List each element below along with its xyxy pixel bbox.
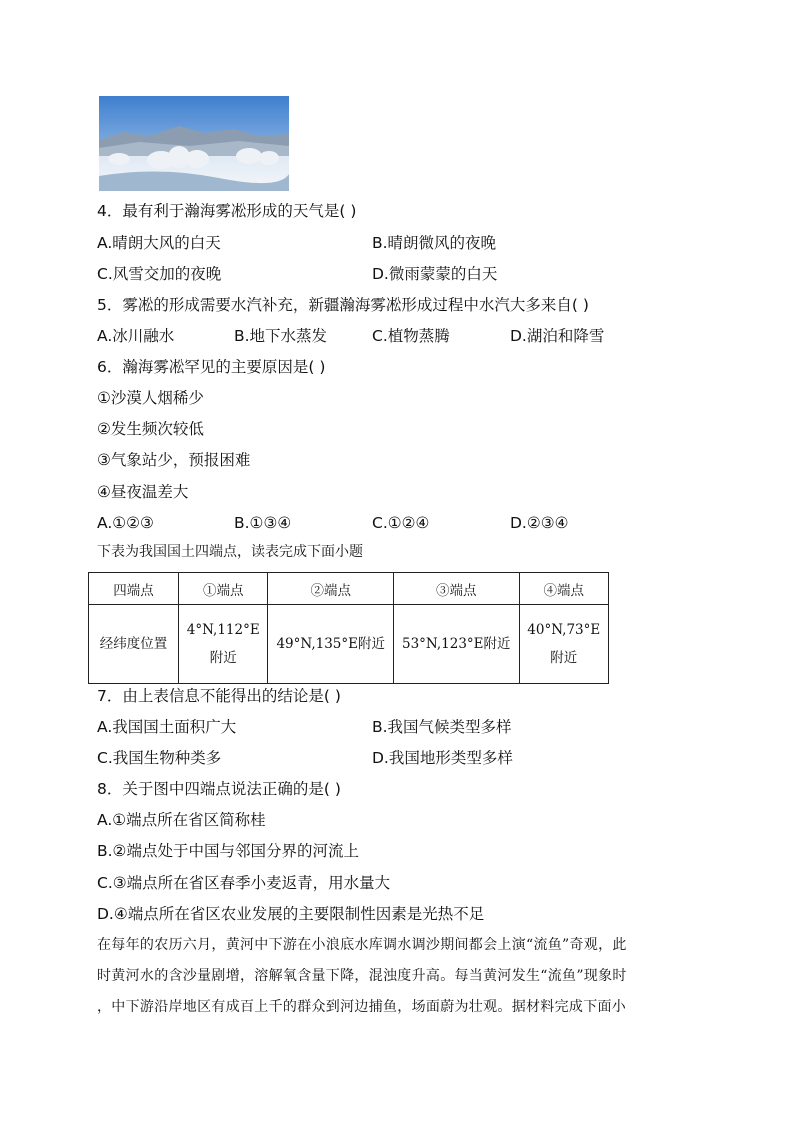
q8-option-b: B.②端点处于中国与邻国分界的河流上 — [97, 842, 359, 860]
q8-option-a: A.①端点所在省区简称桂 — [97, 811, 266, 829]
table-cell: 4°N,112°E附近 — [179, 605, 268, 684]
q5-option-b: B.地下水蒸发 — [234, 327, 328, 345]
header-cell: ①端点 — [179, 573, 268, 605]
q6-option-d: D.②③④ — [510, 514, 569, 532]
q6-option-c: C.①②④ — [372, 514, 430, 532]
q4-stem: 4．最有利于瀚海雾凇形成的天气是( ) — [97, 202, 357, 220]
table-cell: 49°N,135°E附近 — [268, 605, 394, 684]
q4-option-c: C.风雪交加的夜晚 — [97, 265, 222, 283]
q7-option-a: A.我国国土面积广大 — [97, 718, 237, 736]
q7-option-d: D.我国地形类型多样 — [372, 749, 513, 767]
rime-landscape-photo — [99, 96, 289, 191]
q5-option-d: D.湖泊和降雪 — [510, 327, 605, 345]
q6-statement-3: ③气象站少，预报困难 — [97, 451, 251, 469]
q6-statement-2: ②发生频次较低 — [97, 420, 204, 438]
q5-stem: 5．雾凇的形成需要水汽补充，新疆瀚海雾凇形成过程中水汽大多来自( ) — [97, 296, 589, 314]
q5-option-a: A.冰川融水 — [97, 327, 175, 345]
q4-option-b: B.晴朗微风的夜晚 — [372, 234, 497, 252]
header-cell: ④端点 — [519, 573, 608, 605]
q7-stem: 7．由上表信息不能得出的结论是( ) — [97, 687, 341, 705]
q6-statement-4: ④昼夜温差大 — [97, 483, 189, 501]
q6-stem: 6．瀚海雾凇罕见的主要原因是( ) — [97, 358, 326, 376]
q6-option-a: A.①②③ — [97, 514, 154, 532]
passage-line-1: 在每年的农历六月，黄河中下游在小浪底水库调水调沙期间都会上演“流鱼”奇观，此 — [97, 937, 627, 953]
q4-option-a: A.晴朗大风的白天 — [97, 234, 221, 252]
table-row — [89, 605, 609, 684]
q8-option-c: C.③端点所在省区春季小麦返青，用水量大 — [97, 874, 391, 892]
q6-option-b: B.①③④ — [234, 514, 292, 532]
table-cell: 40°N,73°E附近 — [519, 605, 608, 684]
extreme-points-table — [88, 572, 609, 684]
q7-option-b: B.我国气候类型多样 — [372, 718, 512, 736]
q8-option-d: D.④端点所在省区农业发展的主要限制性因素是光热不足 — [97, 905, 485, 923]
q7-option-c: C.我国生物种类多 — [97, 749, 222, 767]
header-cell: ②端点 — [268, 573, 394, 605]
header-cell: ③端点 — [394, 573, 520, 605]
passage-line-2: 时黄河水的含沙量剧增，溶解氧含量下降，混浊度升高。每当黄河发生“流鱼”现象时 — [97, 968, 627, 984]
header-cell: 四端点 — [89, 573, 179, 605]
row-label: 经纬度位置 — [89, 605, 179, 684]
q8-stem: 8．关于图中四端点说法正确的是( ) — [97, 780, 341, 798]
q4-option-d: D.微雨蒙蒙的白天 — [372, 265, 498, 283]
q6-statement-1: ①沙漠人烟稀少 — [97, 389, 204, 407]
passage-line-3: ，中下游沿岸地区有成百上千的群众到河边捕鱼，场面蔚为壮观。据材料完成下面小 — [97, 999, 627, 1015]
table-header-row — [89, 573, 609, 605]
q5-option-c: C.植物蒸腾 — [372, 327, 450, 345]
table-intro: 下表为我国国土四端点，读表完成下面小题 — [97, 544, 363, 560]
table-cell: 53°N,123°E附近 — [394, 605, 520, 684]
